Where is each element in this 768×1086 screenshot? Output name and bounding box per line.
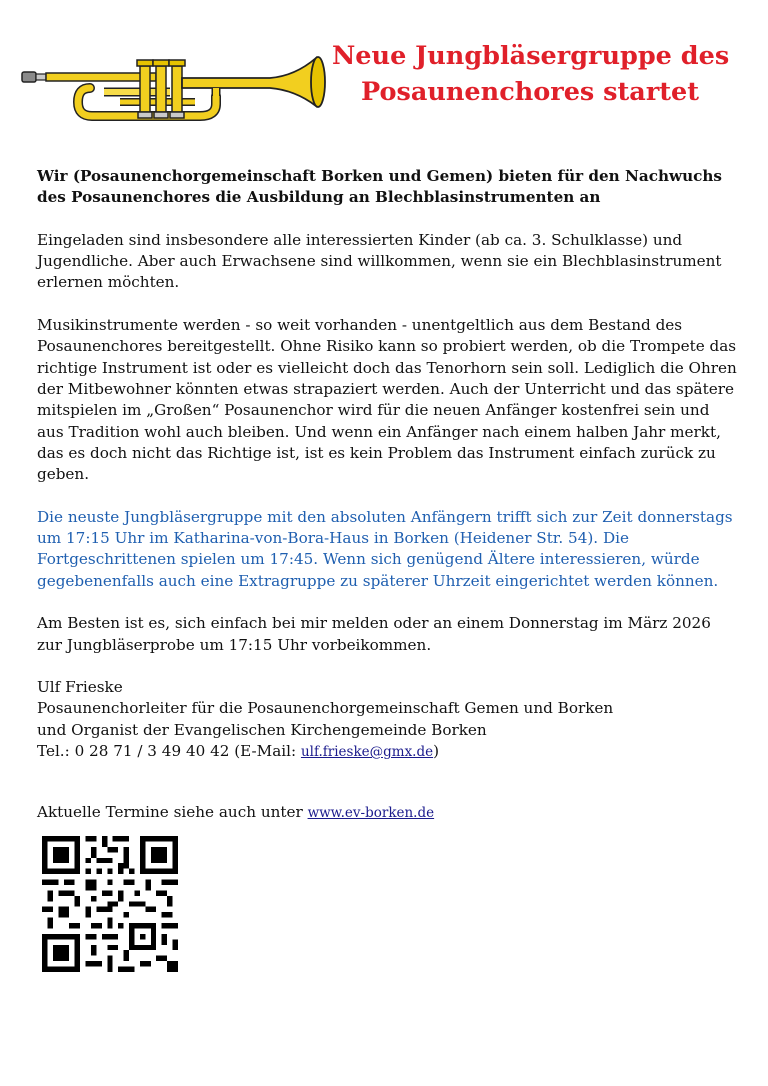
signature-contact [37, 741, 737, 763]
letter-body [37, 166, 737, 763]
contact-invitation-paragraph: Am Besten ist es, sich einfach bei mir melden oder an einem Donnerstag im März 2026 zur Jungbläserprobe um 17:15 Uhr vorbeikommen. [37, 614, 711, 654]
terms-text: Aktuelle Termine siehe auch unter [37, 803, 308, 821]
instruments-paragraph: Musikinstrumente werden - so weit vorhanden - unentgeltlich aus dem Bestand des Posaunenchores bereitgestellt. Ohne Risiko kann so probiert werden, ob die Trompete das richtige Instrument ist oder es vielleicht doch das Tenorhorn sein soll. Lediglich die Ohren der Mitbewohner könnten etwas strapaziert werden. Auch der Unterricht und das spätere mitspielen im „Großen“ Posaunenchor wird für die neuen Anfänger kostenfrei sein und aus Tradition wohl auch bleiben. Und wenn ein Anfänger nach einem halben Jahr merkt, das es doch nicht das Richtige ist, ist es kein Problem das Instrument einfach zurück zu geben. [37, 316, 737, 484]
website-link[interactable]: www.ev-borken.de [307, 805, 435, 821]
title-line-2: Posaunenchores startet [360, 77, 700, 107]
signature-block [37, 677, 737, 763]
terms-line [37, 801, 434, 824]
schedule-paragraph: Die neuste Jungbläsergruppe mit den absoluten Anfängern trifft sich zur Zeit donnerstags um 17:15 Uhr im Katharina-von-Bora-Haus in Borken (Heidener Str. 54). Die Fortgeschrittenen spielen um 17:45. Wenn sich genügend Ältere interessieren, würde gegebenenfalls auch eine Extragruppe zu späterer Uhrzeit eingerichtet werden können. [37, 507, 733, 590]
email-link[interactable]: ulf.frieske@gmx.de [300, 744, 434, 761]
page-title [332, 38, 728, 110]
contact-suffix: ) [433, 742, 440, 761]
qr-code-icon [42, 836, 178, 972]
trumpet-icon [20, 52, 332, 128]
intro-paragraph: Wir (Posaunenchorgemeinschaft Borken und Gemen) bieten für den Nachwuchs des Posaunenchores die Ausbildung an Blechblasinstrumenten an [37, 167, 722, 207]
invitation-paragraph: Eingeladen sind insbesondere alle interessierten Kinder (ab ca. 3. Schulklasse) und Jugendliche. Aber auch Erwachsene sind willkommen, wenn sie ein Blechblasinstrument erlernen möchten. [37, 230, 722, 292]
signature-role-2: und Organist der Evangelischen Kirchengemeinde Borken [37, 720, 487, 739]
signature-name: Ulf Frieske [37, 678, 123, 697]
phone-text: Tel.: 0 28 71 / 3 49 40 42 (E-Mail: [37, 742, 301, 761]
signature-role-1: Posaunenchorleiter für die Posaunenchorgemeinschaft Gemen und Borken [37, 699, 614, 718]
title-line-1: Neue Jungbläsergruppe des [332, 41, 730, 71]
